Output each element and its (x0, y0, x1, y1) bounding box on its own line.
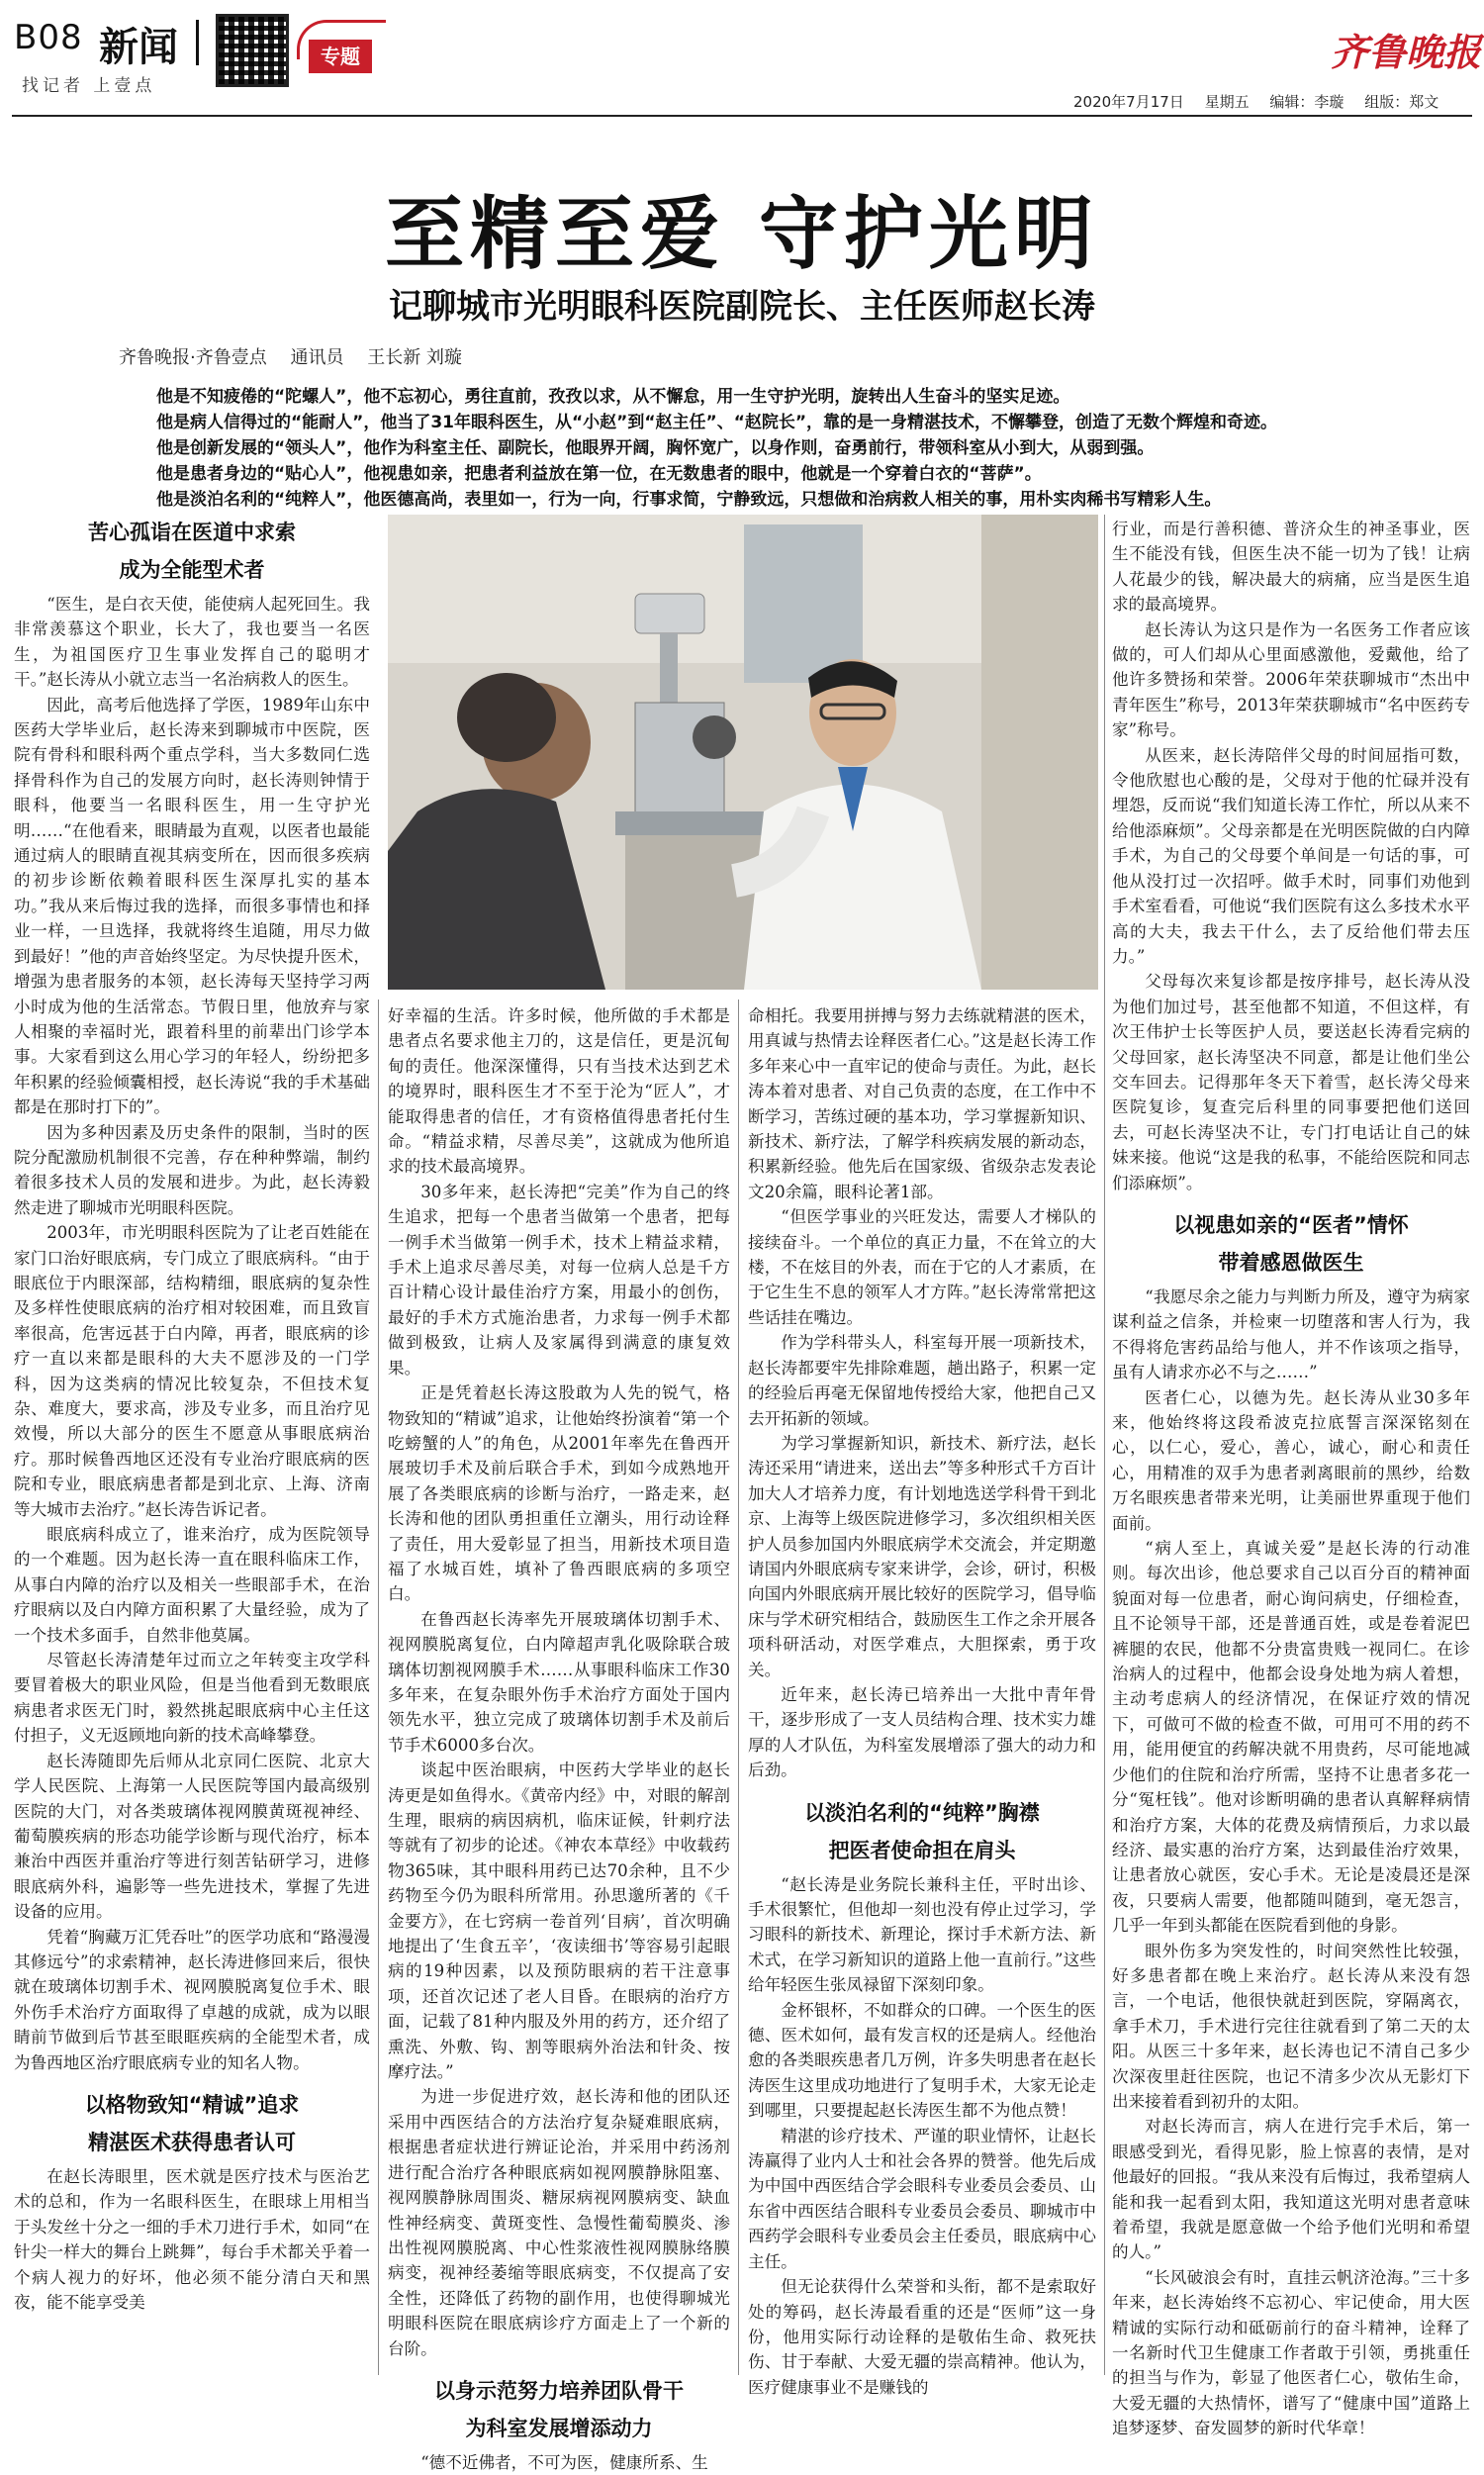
paragraph: 但无论获得什么荣誉和头衔，都不是索取好处的筹码，赵长涛最看重的还是“医师”这一身份，他用实际行动诠释的是敬佑生命、救死扶伤、甘于奉献、大爱无疆的崇高精神。他认为，医疗健康事业不是赚钱的 (748, 2277, 1096, 2397)
section-heading: 以身示范努力培养团队骨干 (434, 2378, 684, 2403)
text-column-3 (748, 1003, 1096, 2397)
paragraph: 命相托。我要用拼搏与努力去练就精湛的医术，用真诚与热情去诠释医者仁心。”这是赵长涛工作多年来心中一直牢记的使命与责任。为此，赵长涛本着对患者、对自己负责的态度，在工作中不断学习，苦练过硬的基本功，学习掌握新知识、新技术、新疗法，了解学科疾病发展的新动态，积累新经验。他先后在国家级、省级杂志发表论文20余篇，眼科论著1部。 (748, 1006, 1096, 1201)
page-number: B08 (14, 18, 83, 57)
paragraph: “德不近佛者，不可为医，健康所系、生 (420, 2452, 708, 2472)
masthead-rule (12, 115, 1472, 117)
paragraph: 近年来，赵长涛已培养出一大批中青年骨干，逐步形成了一支人员结构合理、技术实力雄厚的人才队伍，为科室发展增添了强大的动力和后劲。 (748, 1684, 1096, 1780)
paragraph: 医者仁心，以德为先。赵长涛从业30多年来，他始终将这段希波克拉底誓言深深铭刻在心，以仁心，爱心，善心，诚心，耐心和责任心，用精准的双手为患者剥离眼前的黑纱，给数万名眼疾患者带来光明，让美丽世界重现于他们面前。 (1112, 1387, 1470, 1533)
paragraph: 因此，高考后他选择了学医，1989年山东中医药大学毕业后，赵长涛来到聊城市中医院，医院有骨科和眼科两个重点学科，当大多数同仁选择骨科作为自己的发展方向时，赵长涛则钟情于眼科，他要当一名眼科医生，用一生守护光明……“在他看来，眼睛最为直观，以医者也最能通过病人的眼睛直视其病变所在，因而很多疾病的初步诊断依赖着眼科医生深厚扎实的基本功。”我从来后悔过我的选择，而很多事情也和择业一样，一旦选择，我就将终生追随，用尽力做到最好！”他的声音始终坚定。为尽快提升医术，增强为患者服务的本领，赵长涛每天坚持学习两小时成为他的生活常态。节假日里，他放弃与家人相聚的幸福时光，跟着科里的前辈出门诊学本事。大家看到这么用心学习的年轻人，纷纷把多年积累的经验倾囊相授，赵长涛说“我的手术基础都是在那时打下的”。 (14, 695, 370, 1117)
masthead (0, 0, 1484, 109)
paragraph: 尽管赵长涛清楚年过而立之年转变主攻学科要冒着极大的职业风险，但是当他看到无数眼底病患者求医无门时，毅然挑起眼底病中心主任这付担子，义无返顾地向新的技术高峰攀登。 (14, 1651, 370, 1746)
paragraph: 赵长涛认为这只是作为一名医务工作者应该做的，可人们却从心里面感激他，爱戴他，给了他许多赞扬和荣誉。2006年荣获聊城市“杰出中青年医生”称号，2013年荣获聊城市“名中医药专家”称号。 (1112, 619, 1470, 740)
paragraph: 为学习掌握新知识，新技术、新疗法，赵长涛还采用“请进来，送出去”等多种形式千方百计加大人才培养力度，有计划地选送学科骨干到北京、上海等上级医院进修学习，多次组织相关医护人员参加国内外眼底病学术交流会，并定期邀请国内外眼底病专家来讲学，会诊，研讨，积极向国内外眼底病开展比较好的医院学习，倡导临床与学术研究相结合，鼓励医生工作之余开展各项科研活动，对医学难点，大胆探索，勇于攻关。 (748, 1433, 1096, 1679)
text-column-2 (388, 1003, 730, 2472)
column-divider (378, 1000, 379, 2375)
issue-weekday: 星期五 (1204, 93, 1250, 111)
issue-meta (1073, 91, 1454, 112)
text-column-1 (14, 517, 370, 2377)
paragraph: 凭着“胸藏万汇凭吞吐”的医学功底和“路漫漫其修远兮”的求索精神，赵长涛进修回来后，很快就在玻璃体切割手术、视网膜脱离复位手术、眼外伤手术治疗方面取得了卓越的成就，成为以眼睛前节做到后节甚至眼眶疾病的全能型术者，成为鲁西地区治疗眼底病专业的知名人物。 (14, 1927, 370, 2072)
paragraph: “病人至上，真诚关爱”是赵长涛的行动准则。每次出诊，他总要求自己以百分百的精神面貌面对每一位患者，耐心询问病史，仔细检查，且不论领导干部，还是普通百姓，或是卷着泥巴裤腿的农民，他都不分贵富贵贱一视同仁。在诊治病人的过程中，他都会设身处地为病人着想，主动考虑病人的经济情况，在保证疗效的情况下，可做可不做的检查不做，可用可不用的药不用，能用便宜的药解决就不用贵药，尽可能地减少他们的住院和治疗所需，坚持不让患者多花一分“冤枉钱”。他对诊断明确的患者认真解释病情和治疗方案，大体的花费及病情预后，力求以最经济、最实惠的治疗方案，达到最佳治疗效果，让患者放心就医，安心手术。无论是凌晨还是深夜，只要病人需要，他都随叫随到，毫无怨言，几乎一年到头都能在医院看到他的身影。 (1112, 1539, 1470, 1936)
paragraph: 2003年，市光明眼科医院为了让老百姓能在家门口治好眼底病，专门成立了眼底病科。“由于眼底位于内眼深部，结构精细，眼底病的复杂性及多样性使眼底病的治疗相对较困难，而且致盲率很高，危害远甚于白内障，再者，眼底病的诊疗一直以来都是眼科的大夫不愿涉及的一门学科，因为这类病的情况比较复杂，不但技术复杂、难度大，要求高，涉及专业多，而且治疗见效慢，所以大部分的医生不愿意从事眼底病治疗。那时候鲁西地区还没有专业治疗眼底病的医院和专业，眼底病患者都是到北京、上海、济南等大城市去治疗。”赵长涛告诉记者。 (14, 1223, 370, 1519)
qr-code-icon (216, 14, 289, 87)
section-heading: 为科室发展增添动力 (465, 2416, 653, 2440)
article-byline (119, 343, 480, 369)
section-heading: 成为全能型术者 (119, 558, 265, 582)
lead-line: 他是淡泊名利的“纯粹人”，他医德高尚，表里如一，行为一向，行事求简，宁静致远，只想做和治病救人相关的事，用朴实肉稀书写精彩人生。 (156, 490, 1222, 510)
photo-illustration (388, 515, 1098, 990)
paragraph: 父母每次来复诊都是按序排号，赵长涛从没为他们加过号，甚至他都不知道，不但这样，有次王伟护士长等医护人员，要送赵长涛看完病的父母回家，赵长涛坚决不同意，都是让他们坐公交车回去。记得那年冬天下着雪，赵长涛父母来医院复诊，复查完后科里的同事要把他们送回去，可赵长涛坚决不让，专门打电话让自己的妹妹来接。他说“这是我的私事，不能给医院和同志们添麻烦”。 (1112, 972, 1470, 1192)
paragraph: 眼外伤多为突发性的，时间突然性比较强，好多患者都在晚上来治疗。赵长涛从来没有怨言，一个电话，他很快就赶到医院，穿隔离衣，拿手术刀，手术进行完往往就看到了第二天的太阳。从医三十多年来，赵长涛也记不清自己多少次深夜里赶往医院，也记不清多少次从无影灯下出来接着看到初升的太阳。 (1112, 1941, 1470, 2111)
section-heading: 苦心孤诣在医道中求索 (88, 521, 296, 544)
lead-line: 他是病人信得过的“能耐人”，他当了31年眼科医生，从“小赵”到“赵主任”、“赵院长”，靠的是一身精湛技术，不懈攀登，创造了无数个辉煌和奇迹。 (156, 413, 1278, 432)
newspaper-logo: 齐鲁晚报 (1331, 30, 1482, 74)
section-tag: 专题 (309, 40, 372, 73)
paragraph: 眼底病科成立了，谁来治疗，成为医院领导的一个难题。因为赵长涛一直在眼科临床工作，从事白内障的治疗以及相关一些眼部手术，在治疗眼病以及白内障方面积累了大量经验，成为了一个技术多面手，自然非他莫属。 (14, 1525, 370, 1645)
text-column-4 (1112, 517, 1470, 2438)
paragraph: 从医来，赵长涛陪伴父母的时间屈指可数，令他欣慰也心酸的是，父母对于他的忙碌并没有埋怨，反而说“我们知道长涛工作忙，所以从来不给他添麻烦”。父母亲都是在光明医院做的白内障手术，为自己的父母要个单间是一句话的事，可他从没打过一次招呼。做手术时，同事们劝他到手术室看看，可他说“我们医院有这么多技术水平高的大夫，我去干什么，去了反给他们带去压力。” (1112, 745, 1470, 966)
section-name: 新闻 (99, 25, 178, 70)
section-heading: 以视患如亲的“医者”情怀 (1173, 1212, 1409, 1237)
paragraph: 好幸福的生活。许多时候，他所做的手术都是患者点名要求他主刀的，这是信任，更是沉甸甸的责任。他深深懂得，只有当技术达到艺术的境界时，眼科医生才不至于沦为“匠人”，才能取得患者的信任，才有资格值得患者托付生命。“精益求精，尽善尽美”，这就成为他所追求的技术最高境界。 (388, 1006, 730, 1177)
section-heading: 把医者使命担在肩头 (828, 1838, 1016, 1862)
paragraph: “长风破浪会有时，直挂云帆济沧海。”三十多年来，赵长涛始终不忘初心、牢记使命，用大医精诚的实际行动和砥砺前行的奋斗精神，诠释了一名新时代卫生健康工作者敢于引领，勇挑重任的担当与作为，彰显了他医者仁心，敬佑生命，大爱无疆的大热情怀，谱写了“健康中国”道路上追梦逐梦、奋发圆梦的新时代华章！ (1112, 2267, 1470, 2438)
paragraph: 精湛的诊疗技术、严谨的职业情怀，让赵长涛赢得了业内人士和社会各界的赞誉。他先后成为中国中西医结合学会眼科专业委员会委员、山东省中西医结合眼科专业委员会委员、聊城市中西药学会眼科专业委员会主任委员，眼底病中心主任。 (748, 2126, 1096, 2271)
paragraph: “赵长涛是业务院长兼科主任，平时出诊、手术很繁忙，但他却一刻也没有停止过学习，学习眼科的新技术、新理论，探讨手术新方法、新术式，在学习新知识的道路上他一直前行。”这些给年轻医生张凤禄留下深刻印象。 (748, 1874, 1096, 1995)
paragraph: 正是凭着赵长涛这股敢为人先的锐气，格物致知的“精诚”追求，让他始终扮演着“第一个吃螃蟹的人”的角色，从2001年率先在鲁西开展玻切手术及前后联合手术，到如今成熟地开展了各类眼底病的诊断与治疗，一路走来，赵长涛和他的团队勇担重任立潮头，用行动诠释了责任，用大爱彰显了担当，用新技术项目造福了水城百姓，填补了鲁西眼底病的多项空白。 (388, 1383, 730, 1604)
section-heading: 带着感恩做医生 (1218, 1250, 1364, 1275)
section-heading: 以格物致知“精诚”追求 (84, 2092, 300, 2117)
lead-line: 他是不知疲倦的“陀螺人”，他不忘初心，勇往直前，孜孜以求，从不懈怠，用一生守护光明，旋转出人生奋斗的坚实足迹。 (156, 387, 1070, 407)
section-heading: 以淡泊名利的“纯粹”胸襟 (804, 1800, 1040, 1825)
section-heading: 精湛医术获得患者认可 (88, 2130, 296, 2154)
issue-date: 2020年7月17日 (1073, 93, 1184, 111)
paragraph: 为进一步促进疗效，赵长涛和他的团队还采用中西医结合的方法治疗复杂疑难眼底病，根据患者症状进行辨证论治，并采用中药汤剂进行配合治疗各种眼底病如视网膜静脉阻塞、视网膜静脉周围炎、糖尿病视网膜病变、缺血性神经病变、黄斑变性、急慢性葡萄膜炎、渗出性视网膜脱离、中心性浆液性视网膜脉络膜病变，视神经萎缩等眼底病变，不仅提高了安全性，还降低了药物的副作用，也使得聊城光明眼科医院在眼底病诊疗方面走上了一个新的台阶。 (388, 2087, 730, 2358)
paragraph: 因为多种因素及历史条件的限制，当时的医院分配激励机制很不完善，存在种种弊端，制约着很多技术人员的发展和进步。为此，赵长涛毅然走进了聊城市光明眼科医院。 (14, 1122, 370, 1217)
column-divider (1104, 515, 1105, 2375)
paragraph: 谈起中医治眼病，中医药大学毕业的赵长涛更是如鱼得水。《黄帝内经》中，对眼的解剖生理，眼病的病因病机，临床证候，针刺疗法等就有了初步的论述。《神农本草经》中收载药物365味，其中眼科用药已达70余种，且不少药物至今仍为眼科所常用。孙思邈所著的《千金要方》，在七窍病一卷首列‘目病’，首次明确地提出了‘生食五辛’，‘夜读细书’等容易引起眼病的19种因素，以及预防眼病的若干注意事项，还首次记述了老人目昏。在眼病的治疗方面，记载了81种内服及外用的药方，还介绍了熏洗、外敷、钩、割等眼病外治法和针灸、按摩疗法。” (388, 1761, 730, 2082)
issue-layout: 组版：郑文 (1364, 93, 1439, 111)
masthead-divider (196, 20, 199, 65)
paragraph: “我愿尽余之能力与判断力所及，遵守为病家谋利益之信条，并检柬一切堕落和害人行为，我不得将危害药品给与他人，并不作该项之指导，虽有人请求亦必不与之……” (1112, 1286, 1470, 1382)
masthead-slogan: 找记者 上壹点 (22, 76, 156, 96)
byline-names: 王长新 刘璇 (367, 347, 462, 368)
article-lead (156, 384, 1324, 513)
paragraph: 赵长涛随即先后师从北京同仁医院、北京大学人民医院、上海第一人民医院等国内最高级别医院的大门，对各类玻璃体视网膜黄斑视神经、葡萄膜疾病的形态功能学诊断与现代治疗，标本兼治中西医并重治疗等进行刻苦钻研学习，进修眼底病外科，遍影等一些先进技术，掌握了先进设备的应用。 (14, 1751, 370, 1922)
article-subhead: 记聊城市光明眼科医院副院长、主任医师赵长涛 (389, 287, 1095, 327)
paragraph: 在赵长涛眼里，医术就是医疗技术与医治艺术的总和，作为一名眼科医生，在眼球上用相当于头发丝十分之一细的手术刀进行手术，如同“在针尖一样大的舞台上跳舞”，每台手术都关乎着一个病人视力的好坏，他必须不能分清白天和黑夜，能不能享受美 (14, 2166, 370, 2312)
article-headline: 至精至爱 守护光明 (385, 188, 1099, 280)
lead-line: 他是创新发展的“领头人”，他作为科室主任、副院长，他眼界开阔，胸怀宽广，以身作则，奋勇前行，带领科室从小到大，从弱到强。 (156, 438, 1155, 458)
paragraph: “但医学事业的兴旺发达，需要人才梯队的接续奋斗。一个单位的真正力量，不在耸立的大楼，不在炫目的外表，而在于它的人才素质，在于它生生不息的领军人才方阵。”赵长涛常常把这些话挂在嘴边。 (748, 1207, 1096, 1327)
byline-role: 通讯员 (290, 347, 344, 368)
article-photo (388, 515, 1098, 990)
paragraph: 30多年来，赵长涛把“完美”作为自己的终生追求，把每一个患者当做第一个患者，把每一例手术当做第一例手术，技术上精益求精，手术上追求尽善尽美，对每一位病人总是千方百计精心设计最佳治疗方案，用最小的创伤，最好的手术方式施治患者，力求每一例手术都做到极致，让病人及家属得到满意的康复效果。 (388, 1182, 730, 1378)
lead-line: 他是患者身边的“贴心人”，他视患如亲，把患者利益放在第一位，在无数患者的眼中，他就是一个穿着白衣的“菩萨”。 (156, 464, 1042, 484)
paragraph: 对赵长涛而言，病人在进行完手术后，第一眼感受到光，看得见影，脸上惊喜的表情，是对他最好的回报。“我从来没有后悔过，我希望病人能和我一起看到太阳，我知道这光明对患者意味着希望，我就是愿意做一个给予他们光明和希望的人。” (1112, 2117, 1470, 2262)
issue-editor: 编辑：李璇 (1269, 93, 1345, 111)
paragraph: “医生，是白衣天使，能使病人起死回生。我非常羡慕这个职业，长大了，我也要当一名医生，为祖国医疗卫生事业发挥自己的聪明才干。”赵长涛从小就立志当一名治病救人的医生。 (14, 595, 370, 690)
column-divider (738, 1000, 739, 2375)
byline-source: 齐鲁晚报·齐鲁壹点 (119, 347, 267, 368)
paragraph: 作为学科带头人，科室每开展一项新技术，赵长涛都要牢先排除难题，趟出路子，积累一定的经验后再毫无保留地传授给大家，他把自己又去开拓新的领域。 (748, 1333, 1096, 1428)
paragraph: 金杯银杯，不如群众的口碑。一个医生的医德、医术如何，最有发言权的还是病人。经他治愈的各类眼疾患者几万例，许多失明患者在赵长涛医生这里成功地进行了复明手术，大家无论走到哪里，只要提起赵长涛医生都不为他点赞！ (748, 2000, 1096, 2121)
paragraph: 在鲁西赵长涛率先开展玻璃体切割手术、视网膜脱离复位，白内障超声乳化吸除联合玻璃体切割视网膜手术……从事眼科临床工作30多年来，在复杂眼外伤手术治疗方面处于国内领先水平，独立完成了玻璃体切割手术及前后节手术6000多台次。 (388, 1609, 730, 1755)
paragraph: 行业，而是行善积德、普济众生的神圣事业，医生不能没有钱，但医生决不能一切为了钱！让病人花最少的钱，解决最大的病痛，应当是医生追求的最高境界。 (1112, 520, 1470, 615)
